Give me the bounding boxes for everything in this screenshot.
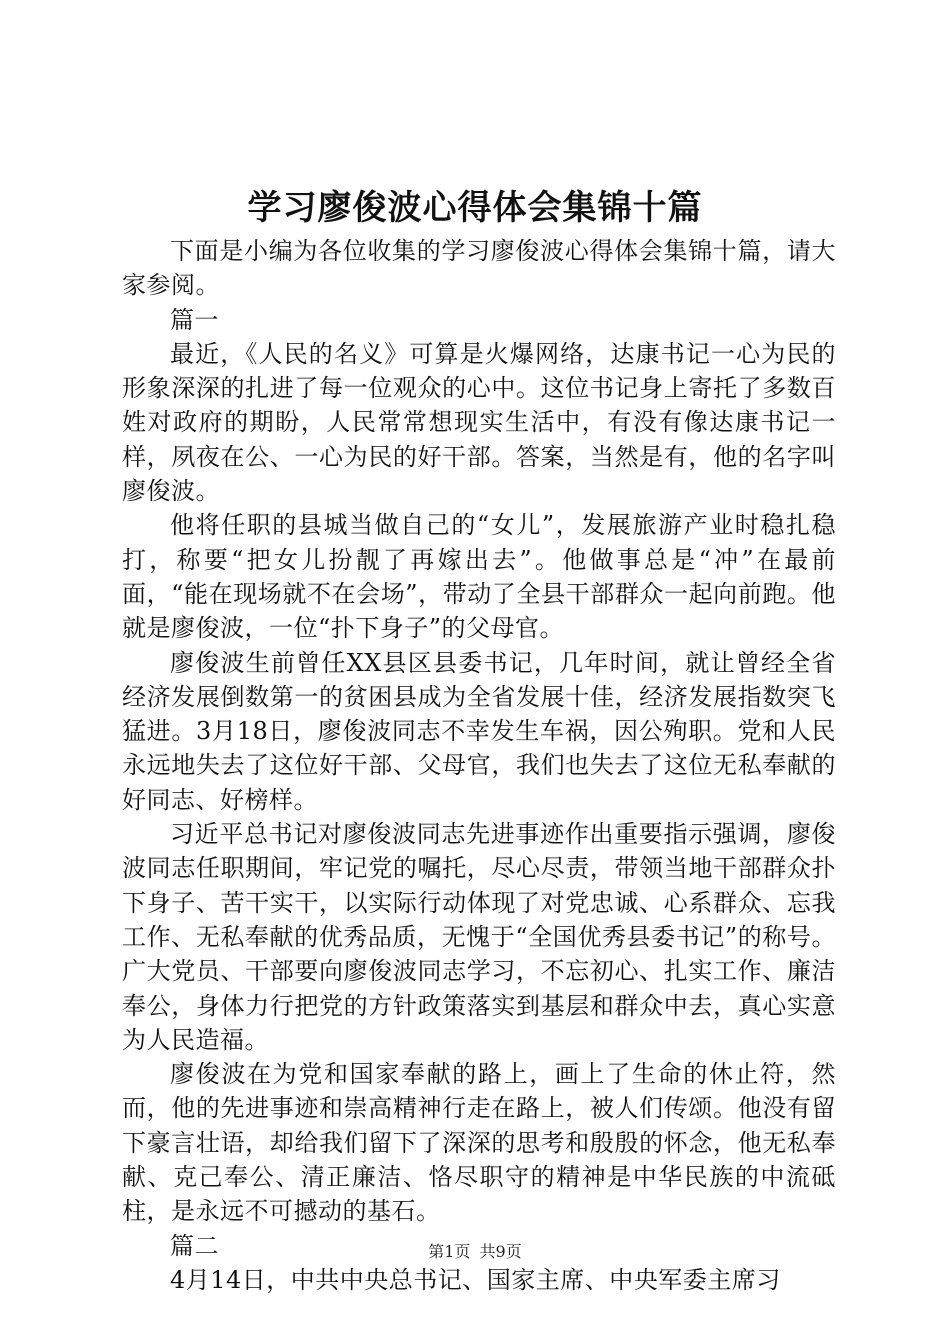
page-number: 第1页 (428, 1242, 471, 1261)
paragraph: 4月14日，中共中央总书记、国家主席、中央军委主席习 (170, 1265, 781, 1294)
paragraph: 他将任职的县城当做自己的“女儿”，发展旅游产业时稳扎稳打，称要“把女儿扮靓了再嫁出去”。他做事总是“冲”在最前面，“能在现场就不在会场”，带动了全县干部群众一起向前跑。他就是廖俊波，一位“扑下身子”的父母官。 (122, 511, 836, 643)
section-heading-1: 篇一 (170, 305, 219, 334)
document-body (122, 234, 836, 1297)
section-heading-2: 篇二 (170, 1231, 219, 1260)
paragraph: 习近平总书记对廖俊波同志先进事迹作出重要指示强调，廖俊波同志任职期间，牢记党的嘱托，尽心尽责，带领当地干部群众扑下身子、苦干实干，以实际行动体现了对党忠诚、心系群众、忘我工作、无私奉献的优秀品质，无愧于“全国优秀县委书记”的称号。广大党员、干部要向廖俊波同志学习，不忘初心、扎实工作、廉洁奉公，身体力行把党的方针政策落实到基层和群众中去，真心实意为人民造福。 (122, 820, 836, 1054)
page-footer (0, 1240, 950, 1264)
paragraph-intro: 下面是小编为各位收集的学习廖俊波心得体会集锦十篇，请大家参阅。 (122, 237, 836, 300)
paragraph: 廖俊波生前曾任XX县区县委书记，几年时间，就让曾经全省经济发展倒数第一的贫困县成为全省发展十佳，经济发展指数突飞猛进。3月18日，廖俊波同志不幸发生车祸，因公殉职。党和人民永远地失去了这位好干部、父母官，我们也失去了这位无私奉献的好同志、好榜样。 (122, 648, 836, 814)
paragraph: 最近，《人民的名义》可算是火爆网络，达康书记一心为民的形象深深的扎进了每一位观众的心中。这位书记身上寄托了多数百姓对政府的期盼，人民常常想现实生活中，有没有像达康书记一样，夙夜在公、一心为民的好干部。答案，当然是有，他的名字叫廖俊波。 (122, 339, 836, 506)
document-title: 学习廖俊波心得体会集锦十篇 (247, 188, 703, 228)
page-total: 共9页 (479, 1242, 522, 1261)
paragraph: 廖俊波在为党和国家奉献的路上，画上了生命的休止符，然而，他的先进事迹和崇高精神行走在路上，被人们传颂。他没有留下豪言壮语，却给我们留下了深深的思考和殷殷的怀念，他无私奉献、克己奉公、清正廉洁、恪尽职守的精神是中华民族的中流砥柱，是永远不可撼动的基石。 (122, 1060, 836, 1226)
